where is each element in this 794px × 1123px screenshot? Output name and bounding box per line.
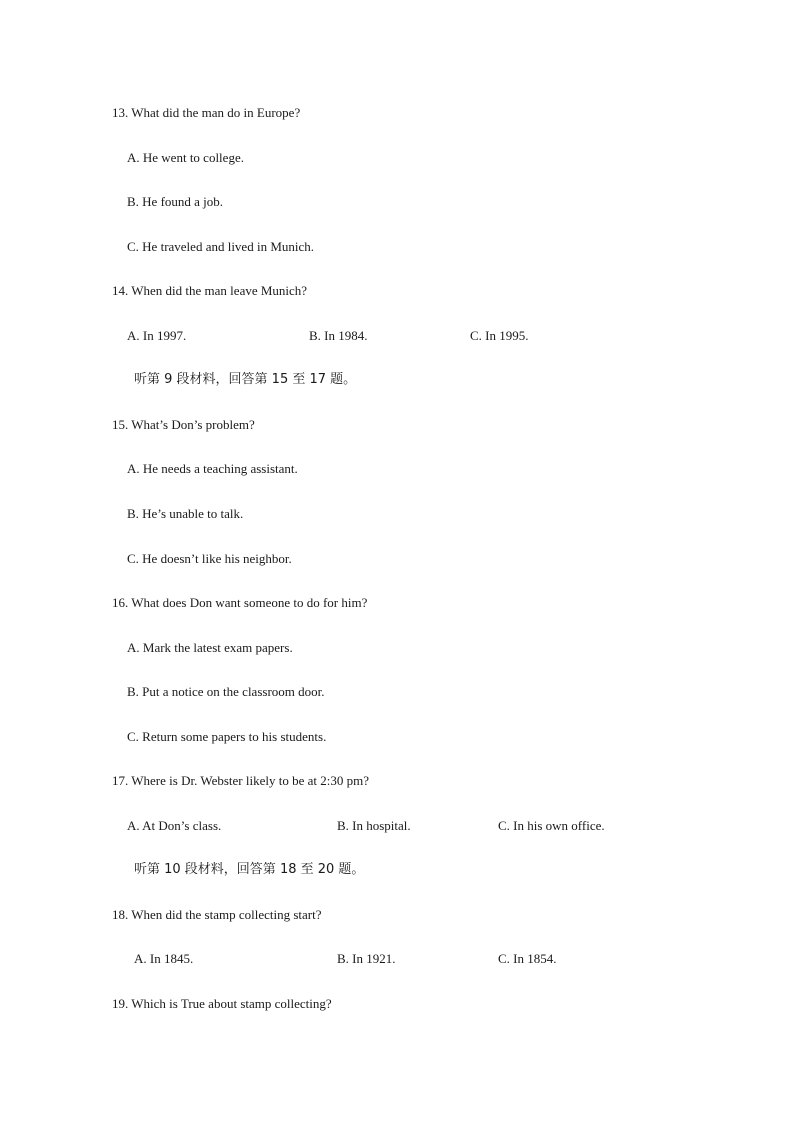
question-17-option-b: B. In hospital.: [337, 818, 411, 833]
section-9-instruction: 听第 9 段材料，回答第 15 至 17 题。: [134, 372, 357, 387]
question-15-option-c: C. He doesn’t like his neighbor.: [127, 551, 292, 566]
question-14-option-b: B. In 1984.: [309, 328, 368, 343]
question-18-option-a: A. In 1845.: [134, 951, 194, 966]
question-17-option-c: C. In his own office.: [498, 818, 605, 833]
question-16: 16. What does Don want someone to do for him?: [112, 595, 368, 610]
section-10-instruction: 听第 10 段材料，回答第 18 至 20 题。: [134, 862, 365, 877]
question-14-options: [0, 328, 794, 344]
question-14-option-a: A. In 1997.: [127, 328, 187, 343]
question-15-option-b: B. He’s unable to talk.: [127, 506, 244, 521]
question-13-option-c: C. He traveled and lived in Munich.: [127, 239, 315, 254]
question-17-options: [0, 818, 794, 834]
question-18-options: [0, 951, 794, 967]
question-13-option-b: B. He found a job.: [127, 194, 224, 209]
question-14-option-c: C. In 1995.: [470, 328, 529, 343]
question-16-option-a: A. Mark the latest exam papers.: [127, 640, 293, 655]
question-18-option-b: B. In 1921.: [337, 951, 396, 966]
question-17-option-a: A. At Don’s class.: [127, 818, 222, 833]
question-14: 14. When did the man leave Munich?: [112, 283, 308, 298]
question-18-option-c: C. In 1854.: [498, 951, 557, 966]
question-17: 17. Where is Dr. Webster likely to be at 2:30 pm?: [112, 773, 369, 788]
question-15-option-a: A. He needs a teaching assistant.: [127, 461, 298, 476]
question-18: 18. When did the stamp collecting start?: [112, 907, 322, 922]
question-16-option-c: C. Return some papers to his students.: [127, 729, 327, 744]
question-13-option-a: A. He went to college.: [127, 150, 244, 165]
question-19: 19. Which is True about stamp collecting?: [112, 996, 332, 1011]
question-16-option-b: B. Put a notice on the classroom door.: [127, 684, 325, 699]
question-15: 15. What’s Don’s problem?: [112, 417, 255, 432]
question-13: 13. What did the man do in Europe?: [112, 105, 301, 120]
